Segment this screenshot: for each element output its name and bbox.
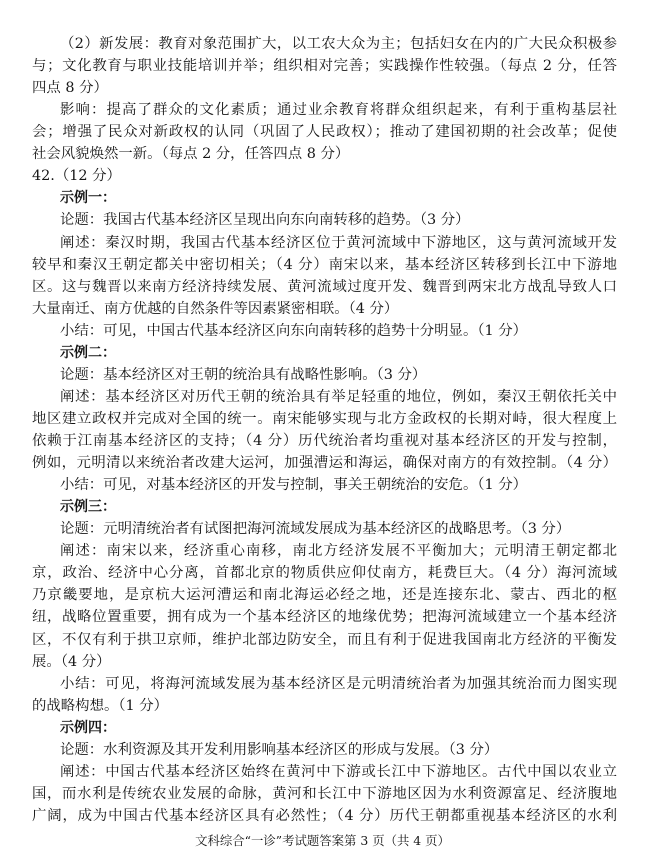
text-line: （2）新发展：教育对象范围扩大，以工农大众为主；包括妇女在内的广大民众积极参: [60, 36, 617, 52]
text-line: 论题：基本经济区对王朝的统治具有战略性影响。（3 分）: [60, 366, 427, 383]
text-line: 展。（4 分）: [32, 653, 111, 670]
question-number: 42.（12 分）: [32, 168, 121, 185]
text-line: 影响：提高了群众的文化素质；通过业余教育将群众组织起来，有利于重构基层社: [60, 102, 617, 119]
text-line: 例如，元明清以来统治者改建大运河，加强漕运和海运，确保对南方的有效控制。（4 分）: [32, 455, 617, 472]
text-line: 小结：可见，将海河流域发展为基本经济区是元明清统治者为加强其统治而力图实现: [60, 675, 617, 692]
text-line: 广阔，成为中国古代基本经济区具有必然性；（4 分）历代王朝都重视基本经济区的水利: [32, 807, 617, 824]
text-line: 的战略构想。（1 分）: [32, 697, 169, 714]
text-line: 京，政治、经济中心分离，首都北京的物质供应仰仗南方，耗费巨大。（4 分）海河流域: [32, 565, 617, 582]
text-line: 论题：元明清统治者有试图把海河流域发展成为基本经济区的战略思考。（3 分）: [60, 521, 571, 538]
example-heading: 示例一：: [60, 190, 116, 207]
text-line: 阐述：基本经济区对历代王朝的统治具有举足轻重的地位，例如，秦汉王朝依托关中: [60, 388, 617, 405]
text-line: 阐述：南宋以来，经济重心南移，南北方经济发展不平衡加大；元明清王朝定都北: [60, 543, 617, 560]
text-line: 小结：可见，中国古代基本经济区向东向南转移的趋势十分明显。（1 分）: [60, 322, 528, 339]
text-line: 与；文化教育与职业技能培训并举；组织相对完善；实践操作性较强。（每点 2 分，任答: [32, 58, 617, 75]
text-line: 社会风貌焕然一新。（每点 2 分，任答四点 8 分）: [32, 146, 350, 163]
page-footer: 文科综合“一诊”考试题答案第 3 页（共 4 页）: [195, 833, 450, 848]
text-line: 较早和秦汉王朝定都关中密切相关；（4 分）南宋以来，基本经济区转移到长江中下游地: [32, 256, 617, 273]
text-line: 论题：我国古代基本经济区呈现出向东向南转移的趋势。（3 分）: [60, 212, 470, 229]
text-line: 地区建立政权并完成对全国的统一。南宋能够实现与北方金政权的长期对峙，很大程度上: [32, 410, 617, 427]
text-line: 纽，战略位置重要，拥有成为一个基本经济区的地缘优势；把海河流域建立一个基本经济: [32, 609, 617, 626]
text-line: 小结：可见，对基本经济区的开发与控制，事关王朝统治的安危。（1 分）: [60, 477, 528, 494]
text-line: 乃京畿要地，是京杭大运河漕运和南北海运必经之地，还是连接东北、蒙古、西北的枢: [32, 587, 617, 604]
example-heading: 示例二：: [60, 344, 116, 361]
text-line: 四点 8 分）: [32, 80, 108, 97]
text-line: 区，不仅有利于拱卫京师，维护北部边防安全，而且有利于促进我国南北方经济的平衡发: [32, 631, 617, 648]
text-line: 大量南迁、南方优越的自然条件等因素紧密相联。（4 分）: [32, 300, 399, 317]
text-line: 会；增强了民众对新政权的认同（巩固了人民政权）；推动了建国初期的社会改革；促使: [32, 124, 617, 141]
text-line: 阐述：秦汉时期，我国古代基本经济区位于黄河流域中下游地区，这与黄河流域开发: [60, 234, 617, 251]
text-line: 依赖于江南基本经济区的支持；（4 分）历代统治者均重视对基本经济区的开发与控制，: [32, 433, 617, 449]
example-heading: 示例三：: [60, 499, 116, 516]
text-line: 论题：水利资源及其开发利用影响基本经济区的形成与发展。（3 分）: [60, 741, 499, 758]
text-line: 国，而水利是传统农业发展的命脉，黄河和长江中下游地区因为水利资源富足、经济腹地: [32, 785, 617, 802]
text-line: 区。这与魏晋以来南方经济持续发展、黄河流域过度开发、魏晋到两宋北方战乱导致人口: [32, 278, 617, 295]
text-line: 阐述：中国古代基本经济区始终在黄河中下游或长江中下游地区。古代中国以农业立: [60, 763, 617, 780]
example-heading: 示例四：: [60, 719, 116, 736]
